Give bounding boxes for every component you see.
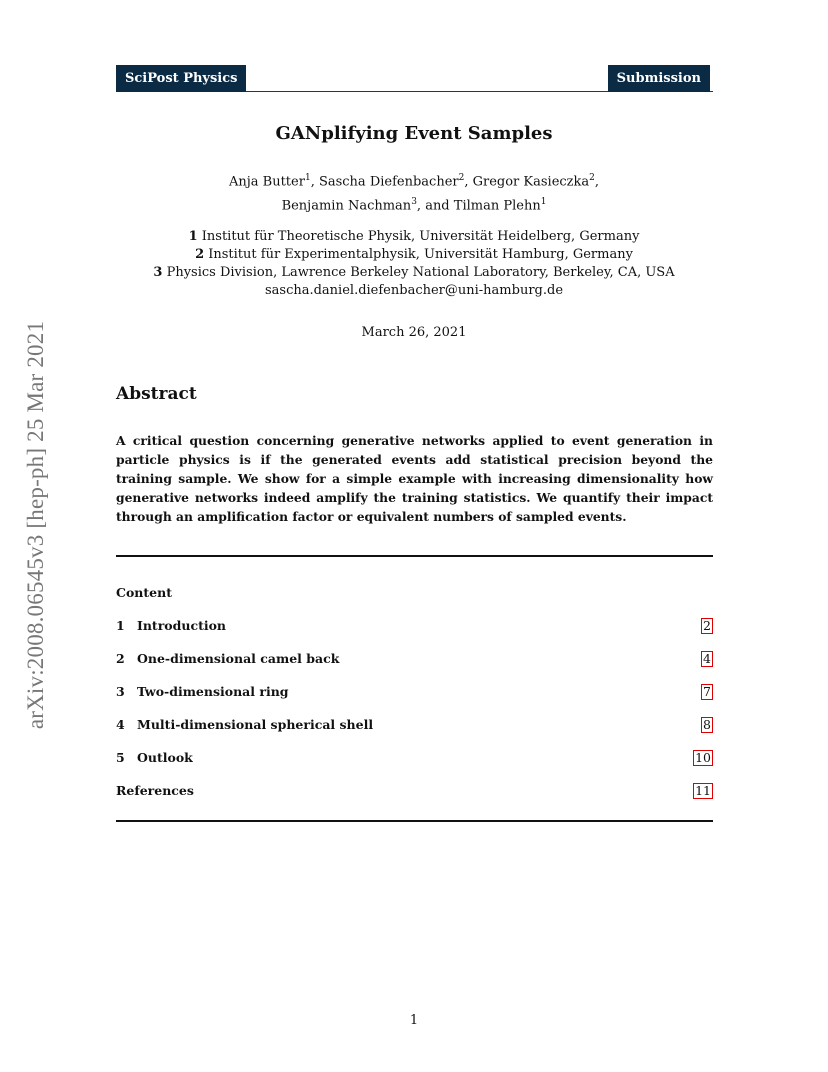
toc-entry-introduction[interactable] bbox=[116, 617, 713, 650]
toc-page-link[interactable]: 2 bbox=[703, 618, 711, 633]
table-of-contents bbox=[116, 617, 713, 815]
submission-badge: Submission bbox=[608, 65, 710, 92]
toc-page-link[interactable]: 11 bbox=[695, 783, 711, 798]
author-list: Anja Butter$^1$, Sascha Diefenbacher$^2$, Gregor Kasieczka$^2$, Benjamin Nachman$^3$, and Tilman Plehn$^1$ bbox=[228, 173, 600, 214]
publication-date: March 26, 2021 bbox=[361, 325, 467, 340]
toc-page-link[interactable]: 7 bbox=[703, 684, 711, 699]
author-name: Gregor Kasieczka bbox=[472, 174, 590, 190]
toc-section-title[interactable]: One-dimensional camel back bbox=[137, 651, 340, 666]
author-name: Tilman Plehn bbox=[453, 198, 541, 214]
affiliation-list bbox=[0, 228, 828, 300]
toc-entry-camel-back[interactable] bbox=[116, 650, 713, 683]
toc-section-title[interactable]: Two-dimensional ring bbox=[137, 684, 289, 699]
affiliation-text: Physics Division, Lawrence Berkeley National Laboratory, Berkeley, CA, USA bbox=[166, 265, 675, 280]
author-affiliation-mark: 2 bbox=[589, 173, 595, 183]
contents-bottom-rule bbox=[116, 820, 713, 822]
affiliation-number: 3 bbox=[153, 265, 163, 280]
author-conjunction: and bbox=[425, 198, 450, 214]
toc-section-number: 2 bbox=[116, 651, 125, 666]
author-affiliation-mark: 2 bbox=[458, 173, 465, 183]
contents-heading: Content bbox=[116, 585, 172, 600]
contents-top-rule bbox=[116, 555, 713, 557]
toc-section-title[interactable]: References bbox=[116, 783, 194, 798]
toc-section-number: 5 bbox=[116, 750, 125, 765]
toc-page-link[interactable]: 8 bbox=[703, 717, 711, 732]
toc-entry-references[interactable] bbox=[116, 782, 713, 815]
abstract-text: A critical question concerning generative networks applied to event generation in particle physics is if the generated events add statistical precision beyond the training sample. We show for a simple example with increasing dimensionality how generative networks indeed amplify the training statistics. We quantify their impact through an amplification factor or equivalent numbers of sampled events. bbox=[116, 433, 713, 524]
author-name: Benjamin Nachman bbox=[281, 198, 412, 214]
journal-badge: SciPost Physics bbox=[116, 65, 246, 92]
paper-title: GANplifying Event Samples bbox=[275, 123, 553, 144]
author-affiliation-mark: 3 bbox=[411, 197, 417, 208]
author-name: Anja Butter bbox=[228, 174, 305, 190]
affiliation-item bbox=[0, 228, 828, 246]
toc-entry-ring[interactable] bbox=[116, 683, 713, 716]
toc-section-title[interactable]: Introduction bbox=[137, 618, 227, 633]
toc-section-number: 1 bbox=[116, 618, 125, 633]
affiliation-number: 1 bbox=[188, 229, 198, 244]
toc-section-title[interactable]: Outlook bbox=[137, 750, 193, 765]
affiliation-number: 2 bbox=[195, 247, 205, 262]
abstract-heading: Abstract bbox=[116, 384, 197, 404]
contact-email[interactable]: sascha.daniel.diefenbacher@uni-hamburg.de bbox=[264, 283, 564, 298]
affiliation-item bbox=[0, 264, 828, 282]
toc-page-link[interactable]: 4 bbox=[703, 651, 711, 666]
author-affiliation-mark: 1 bbox=[304, 173, 311, 183]
toc-section-number: 4 bbox=[116, 717, 125, 732]
toc-section-number: 3 bbox=[116, 684, 125, 699]
author-name: Sascha Diefenbacher bbox=[318, 174, 459, 190]
arxiv-stamp: arXiv:2008.06545v3 [hep-ph] 25 Mar 2021 bbox=[23, 320, 48, 730]
page-number: 1 bbox=[409, 1013, 419, 1028]
affiliation-item bbox=[0, 246, 828, 264]
affiliation-text: Institut für Experimentalphysik, Universität Hamburg, Germany bbox=[208, 247, 633, 262]
affiliation-text: Institut für Theoretische Physik, Universität Heidelberg, Germany bbox=[201, 229, 640, 244]
toc-page-link[interactable]: 10 bbox=[695, 750, 711, 765]
toc-entry-spherical-shell[interactable] bbox=[116, 716, 713, 749]
toc-entry-outlook[interactable] bbox=[116, 749, 713, 782]
toc-section-title[interactable]: Multi-dimensional spherical shell bbox=[137, 717, 374, 732]
author-affiliation-mark: 1 bbox=[540, 197, 547, 208]
